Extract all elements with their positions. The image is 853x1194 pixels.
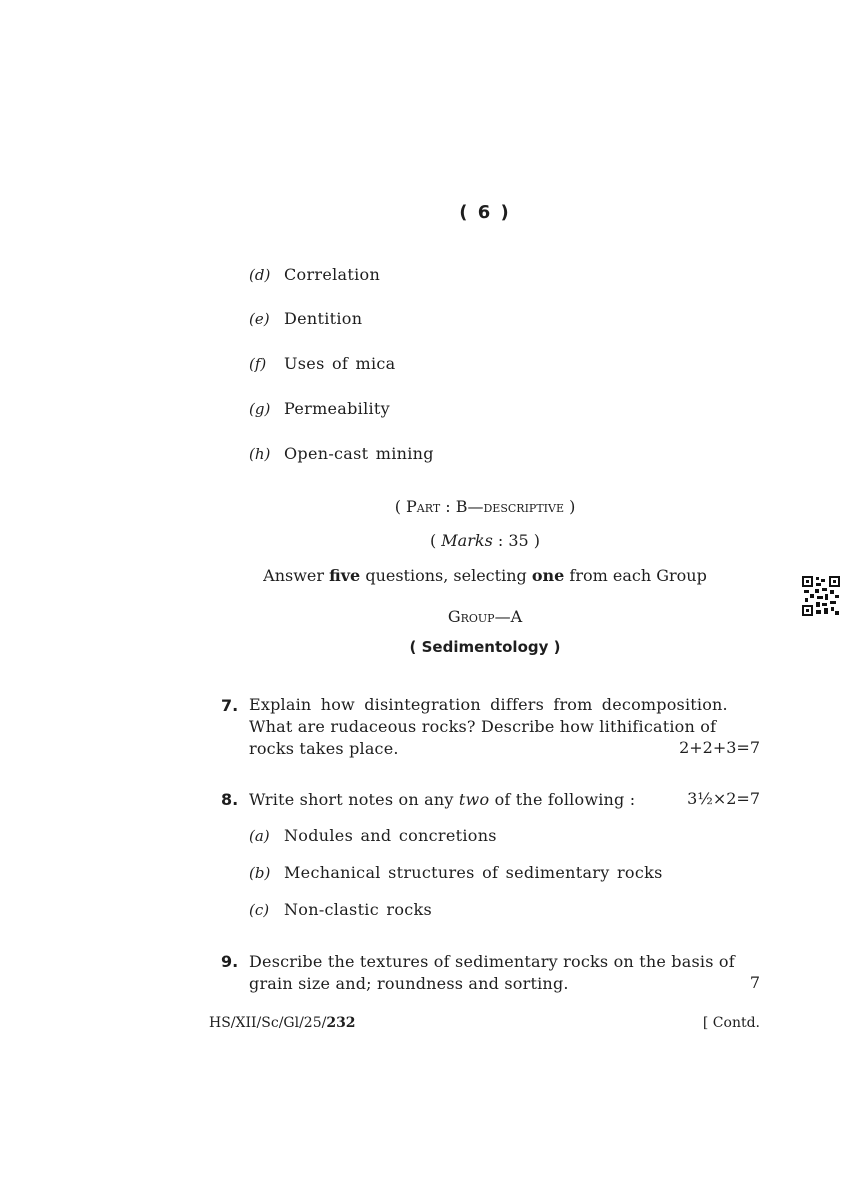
q8-item-text-a: Nodules and concretions	[284, 826, 497, 845]
contd-note: [ Contd.	[702, 1015, 760, 1031]
question-9-line-2: grain size and; roundness and sorting.	[249, 974, 569, 993]
item-text-f: Uses of mica	[284, 354, 396, 373]
question-number-8: 8.	[221, 790, 239, 809]
question-9-marks: 7	[749, 973, 760, 992]
question-7-line-1: Explain how disintegration differs from decomposition.	[249, 695, 728, 714]
item-text-d: Correlation	[284, 265, 381, 284]
q8-item-label-a: (a)	[249, 827, 270, 845]
instructions: Answer five questions, selecting one from each Group	[263, 566, 707, 585]
paper-code: HS/XII/Sc/Gl/25/232	[209, 1015, 356, 1031]
question-8-marks: 3½×2=7	[687, 789, 760, 808]
qr-code-icon	[802, 576, 840, 616]
question-7-marks: 2+2+3=7	[679, 738, 760, 757]
item-label-e: (e)	[249, 310, 270, 328]
q8-item-text-c: Non-clastic rocks	[284, 900, 433, 919]
item-text-h: Open-cast mining	[284, 444, 434, 463]
q8-item-text-b: Mechanical structures of sedimentary rocks	[284, 863, 663, 882]
item-label-d: (d)	[249, 266, 271, 284]
question-8-text: Write short notes on any two of the following :	[249, 790, 636, 809]
item-label-h: (h)	[249, 445, 271, 463]
group-subject: ( Sedimentology )	[409, 638, 561, 656]
question-9-line-1: Describe the textures of sedimentary rocks on the basis of	[249, 952, 735, 971]
question-7-line-2: What are rudaceous rocks? Describe how lithification of	[249, 717, 717, 736]
item-label-g: (g)	[249, 400, 271, 418]
part-b-heading: ( Part : B—descriptive )	[394, 497, 576, 516]
item-text-g: Permeability	[284, 399, 391, 418]
part-b-marks: ( Marks : 35 )	[429, 531, 541, 550]
question-7-line-3: rocks takes place.	[249, 739, 399, 758]
group-heading: Group—A	[447, 607, 523, 626]
item-text-e: Dentition	[284, 309, 363, 328]
question-number-7: 7.	[221, 696, 239, 715]
q8-item-label-c: (c)	[249, 901, 270, 919]
item-label-f: (f)	[249, 355, 267, 373]
question-number-9: 9.	[221, 952, 239, 971]
page-number: ( 6 )	[459, 202, 511, 223]
q8-item-label-b: (b)	[249, 864, 271, 882]
